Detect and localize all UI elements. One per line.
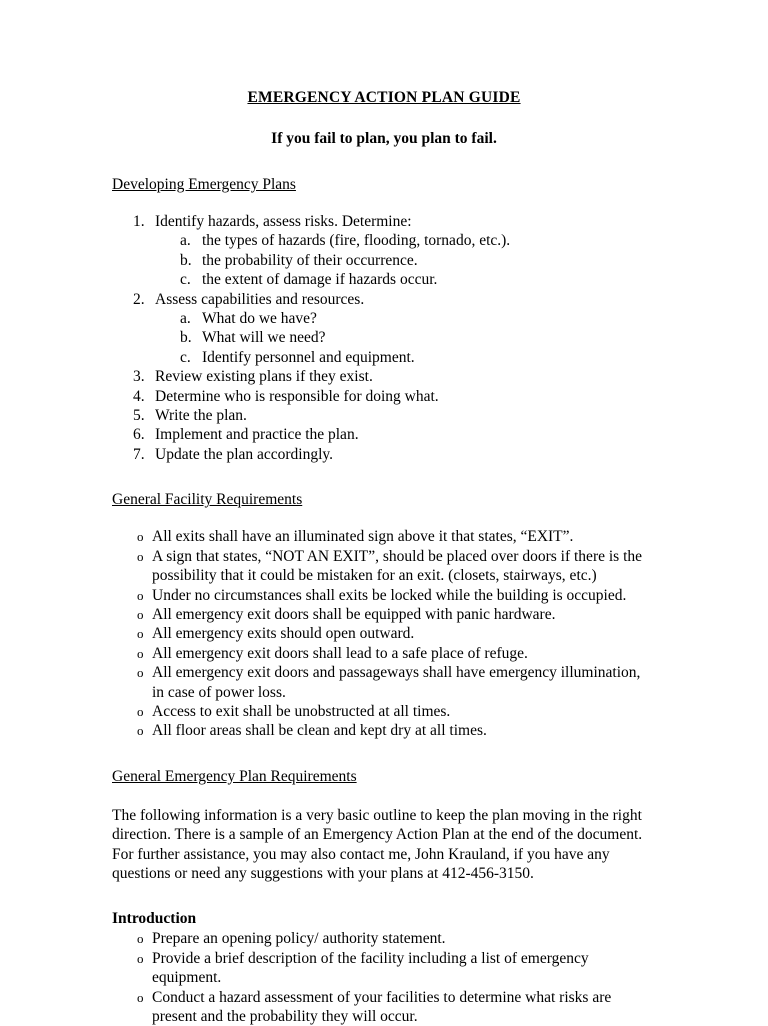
bullet-circle-icon: o bbox=[137, 626, 144, 642]
list-item bbox=[112, 212, 656, 231]
list-item-text: the types of hazards (fire, flooding, tornado, etc.). bbox=[202, 232, 511, 250]
list-item-text: Identify personnel and equipment. bbox=[202, 348, 415, 366]
list-item bbox=[112, 445, 656, 464]
list-item-text: All emergency exit doors shall lead to a safe place of refuge. bbox=[152, 644, 528, 662]
list-marker: b. bbox=[180, 329, 192, 347]
developing-plans-sublist-2 bbox=[112, 309, 656, 367]
list-item bbox=[112, 721, 656, 740]
list-item-text: All emergency exits should open outward. bbox=[152, 625, 415, 643]
developing-plans-list-continued-3 bbox=[112, 367, 656, 464]
list-item bbox=[112, 547, 656, 586]
page-title: EMERGENCY ACTION PLAN GUIDE bbox=[247, 89, 521, 106]
document-subtitle: If you fail to plan, you plan to fail. bbox=[271, 130, 497, 147]
list-item bbox=[112, 949, 656, 988]
facility-requirements-list bbox=[112, 509, 656, 740]
bullet-circle-icon: o bbox=[137, 587, 144, 603]
plan-requirements-paragraph: The following information is a very basic outline to keep the plan moving in the right direction. There is a sample of an Emergency Action Plan at the end of the document. For further assistance, you may also contact me, John Krauland, if you have any questions or need any suggestions with your plans at 412-456-3150. bbox=[112, 806, 643, 882]
list-item-text: A sign that states, “NOT AN EXIT”, should be placed over doors if there is the possibility that it could be mistaken for an exit. (closets, stairways, etc.) bbox=[152, 547, 643, 585]
bullet-circle-icon: o bbox=[137, 548, 144, 564]
bullet-circle-icon: o bbox=[137, 606, 144, 622]
list-item-text: Write the plan. bbox=[155, 407, 247, 425]
bullet-circle-icon: o bbox=[137, 703, 144, 719]
list-item bbox=[112, 309, 656, 328]
section-heading-developing-emergency-plans: Developing Emergency Plans bbox=[112, 176, 296, 193]
list-item-text: Implement and practice the plan. bbox=[155, 426, 359, 444]
list-item bbox=[112, 988, 656, 1026]
list-item-text: All exits shall have an illuminated sign above it that states, “EXIT”. bbox=[152, 528, 574, 546]
list-item-text: Update the plan accordingly. bbox=[155, 445, 334, 463]
list-item bbox=[112, 624, 656, 643]
developing-plans-list-continued-2 bbox=[112, 290, 656, 309]
bullet-circle-icon: o bbox=[137, 723, 144, 739]
developing-plans-list bbox=[112, 194, 656, 231]
list-item-text: What do we have? bbox=[202, 310, 317, 328]
list-item-text: Provide a brief description of the facility including a list of emergency equipment. bbox=[152, 949, 589, 987]
list-item-text: Prepare an opening policy/ authority statement. bbox=[152, 930, 446, 948]
developing-plans-sublist-1 bbox=[112, 231, 656, 289]
list-marker: 3. bbox=[133, 368, 145, 386]
list-item bbox=[112, 367, 656, 386]
bullet-circle-icon: o bbox=[137, 645, 144, 661]
list-marker: a. bbox=[180, 232, 191, 250]
section-heading-general-emergency-plan-requirements: General Emergency Plan Requirements bbox=[112, 767, 357, 785]
list-item-text: Assess capabilities and resources. bbox=[155, 290, 365, 308]
list-item bbox=[112, 605, 656, 624]
list-item-text: All floor areas shall be clean and kept dry at all times. bbox=[152, 722, 487, 740]
list-item bbox=[112, 270, 656, 289]
list-item-text: All emergency exit doors shall be equipped with panic hardware. bbox=[152, 605, 556, 623]
list-item-text: the probability of their occurrence. bbox=[202, 251, 418, 269]
list-item-text: the extent of damage if hazards occur. bbox=[202, 271, 438, 289]
bullet-circle-icon: o bbox=[137, 950, 144, 966]
list-item-text: Access to exit shall be unobstructed at all times. bbox=[152, 702, 451, 720]
list-item bbox=[112, 406, 656, 425]
list-marker: b. bbox=[180, 251, 192, 269]
bullet-circle-icon: o bbox=[137, 665, 144, 681]
section-heading-general-facility-requirements: General Facility Requirements bbox=[112, 491, 303, 509]
list-item-text: Determine who is responsible for doing what. bbox=[155, 387, 439, 405]
list-marker: 6. bbox=[133, 426, 145, 444]
list-item bbox=[112, 328, 656, 347]
section-heading-introduction: Introduction bbox=[112, 910, 197, 928]
list-item bbox=[112, 702, 656, 721]
list-item-text: All emergency exit doors and passageways shall have emergency illumination, in case of power loss. bbox=[152, 664, 641, 701]
list-marker: 1. bbox=[133, 213, 145, 230]
list-item-text: Conduct a hazard assessment of your facilities to determine what risks are present and the probability they will occur. bbox=[152, 988, 612, 1025]
list-item bbox=[112, 251, 656, 270]
list-item-text: Under no circumstances shall exits be locked while the building is occupied. bbox=[152, 586, 627, 604]
list-item bbox=[112, 231, 656, 250]
list-marker: 2. bbox=[133, 290, 145, 308]
list-item bbox=[112, 929, 656, 948]
list-item-text: What will we need? bbox=[202, 329, 326, 347]
list-item bbox=[112, 348, 656, 367]
list-marker: c. bbox=[180, 271, 191, 289]
bullet-circle-icon: o bbox=[137, 989, 144, 1005]
list-item bbox=[112, 425, 656, 444]
list-item-text: Identify hazards, assess risks. Determine: bbox=[155, 213, 412, 230]
list-marker: 5. bbox=[133, 407, 145, 425]
list-item bbox=[112, 387, 656, 406]
list-item bbox=[112, 644, 656, 663]
list-item bbox=[112, 663, 656, 702]
bullet-circle-icon: o bbox=[137, 529, 144, 545]
list-item bbox=[112, 290, 656, 309]
list-marker: c. bbox=[180, 348, 191, 366]
list-item bbox=[112, 586, 656, 605]
bullet-circle-icon: o bbox=[137, 931, 144, 947]
list-item-text: Review existing plans if they exist. bbox=[155, 368, 373, 386]
introduction-list bbox=[112, 928, 656, 1026]
list-marker: 4. bbox=[133, 387, 145, 405]
list-item bbox=[112, 527, 656, 546]
list-marker: 7. bbox=[133, 445, 145, 463]
list-marker: a. bbox=[180, 310, 191, 328]
